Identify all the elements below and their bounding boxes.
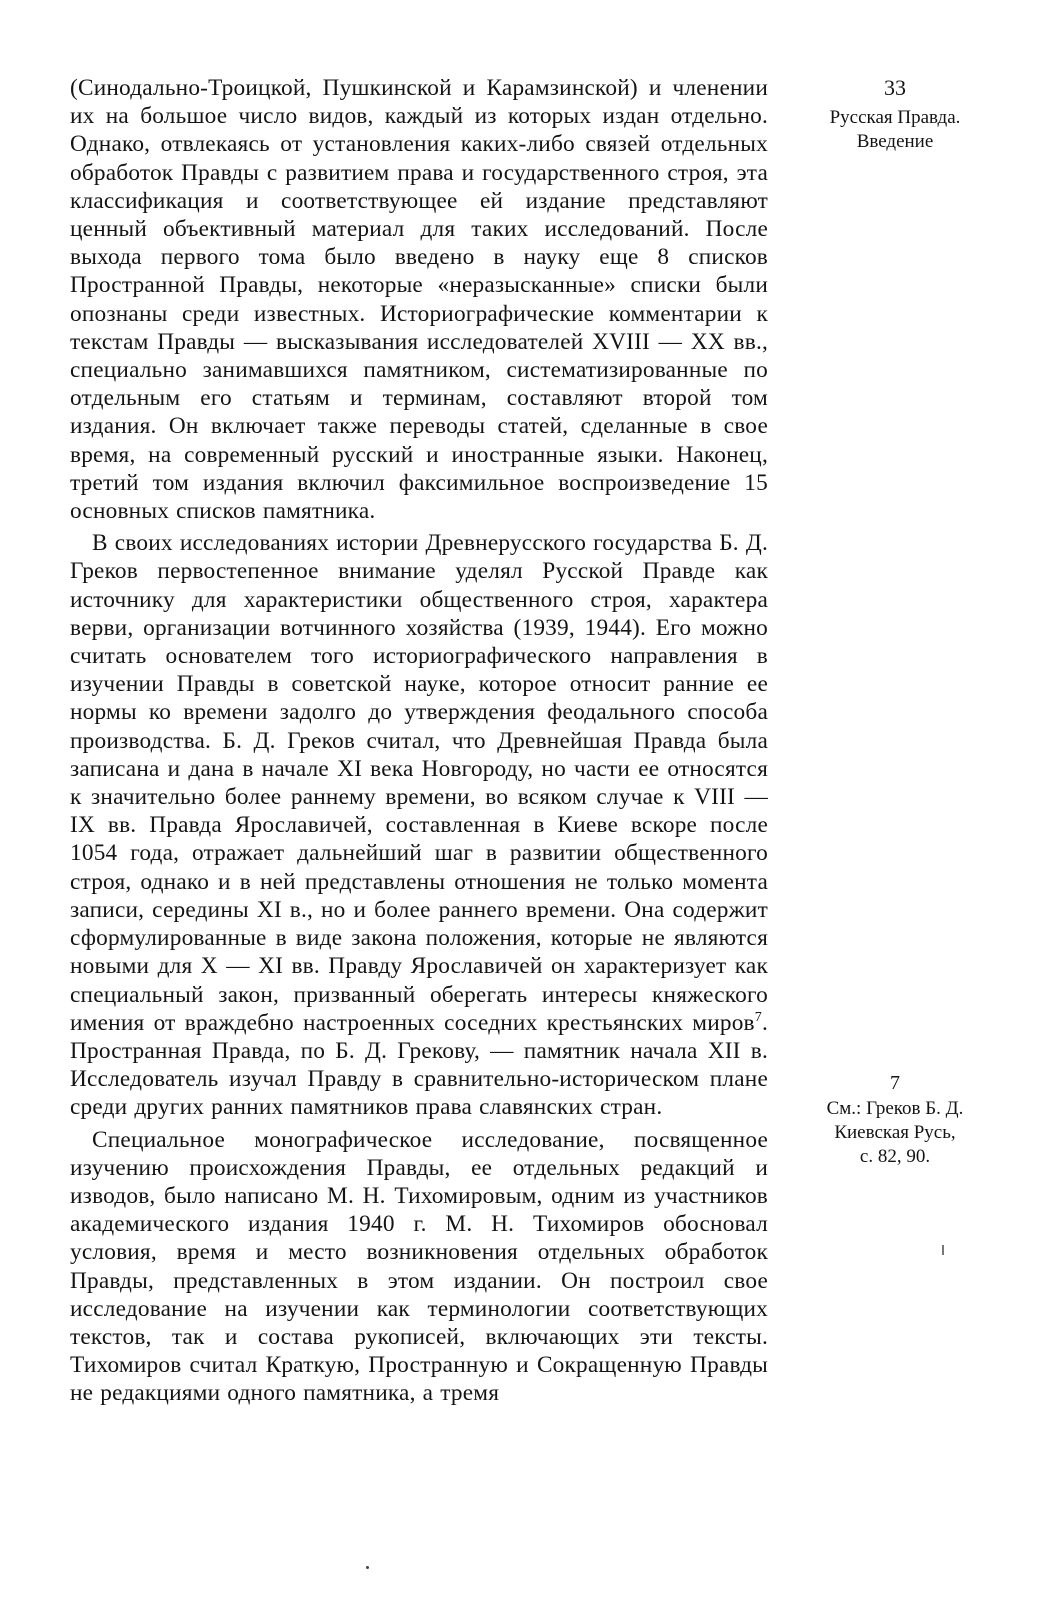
paragraph-2 (70, 529, 768, 1121)
paragraph-2-text: В своих исследованиях истории Древнерусского государства Б. Д. Греков первостепенное внимание уделял Русской Правде как источнику для характеристики общественного строя, характера верви, организации вотчинного хозяйства (1939, 1944). Его можно считать основателем того историографического направления в изучении Правды в советской науке, которое относит ранние ее нормы ко времени задолго до утверждения феодального способа производства. Б. Д. Греков считал, что Древнейшая Правда была записана и дана в начале XI века Новгороду, но части ее относятся к значительно более раннему времени, во всяком случае к VIII — IX вв. Правда Ярославичей, составленная в Киеве вскоре после 1054 года, отражает дальнейший шаг в развитии общественного строя, однако и в ней представлены отношения не только момента записи, середины XI в., но и более раннего времени. Она содержит сформулированные в виде закона положения, которые не являются новыми для X — XI вв. Правду Ярославичей он характеризует как специальный закон, призванный оберегать интересы княжеского имения от враждебно настроенных соседних крестьянских миров (70, 530, 768, 1036)
paragraph-3 (70, 1126, 768, 1408)
margin-footnote (800, 1069, 990, 1169)
page-number: 33 (884, 75, 906, 100)
footnote-line-3: с. 82, 90. (859, 1146, 931, 1167)
footnote-number: 7 (890, 1072, 900, 1094)
footnote-reference: 7 (754, 1009, 762, 1025)
margin-tick-mark (942, 1245, 944, 1255)
paragraph-2-text-continued: . Пространная Правда, по Б. Д. Грекову, — памятник начала XII в. Исследователь изучал Правду в сравнительно-историческом плане среди других ранних памятников права славянских стран. (70, 1009, 768, 1121)
print-speck (366, 1566, 369, 1569)
footnote-line-2: Киевская Русь, (834, 1122, 956, 1143)
main-text-column (70, 74, 768, 1408)
running-head-title: Русская Правда. (829, 107, 961, 128)
paragraph-1-text: (Синодально-Троицкой, Пушкинской и Карамзинской) и членении их на большое число видов, каждый из которых издан отдельно. Однако, отвлекаясь от установления каких-либо связей отдельных обработок Правды с развитием права и государственного строя, эта классификация и соответствующее ей издание представляют ценный объективный материал для таких исследований. После выхода первого тома было введено в науку еще 8 списков Пространной Правды, некоторые «неразысканные» списки были опознаны среди известных. Историографические комментарии к текстам Правды — высказывания исследователей XVIII — XX вв., специально занимавшихся памятником, систематизированные по отдельным его статьям и терминам, составляют второй том издания. Он включает также переводы статей, сделанные в свое время, на современный русский и иностранные языки. Наконец, третий том издания включил факсимильное воспроизведение 15 основных списков памятника. (70, 75, 768, 525)
running-head (800, 106, 990, 154)
paragraph-3-text: Специальное монографическое исследование, посвященное изучению происхождения Правды, ее отдельных редакций и изводов, было написано М. Н. Тихомировым, одним из участников академического издания 1940 г. М. Н. Тихомиров обосновал условия, время и место возникновения отдельных обработок Правды, представленных в этом издании. Он построил свое исследование на изучении как терминологии соответствующих текстов, так и состава рукописей, включающих эти тексты. Тихомиров считал Краткую, Пространную и Сокращенную Правды не редакциями одного памятника, а тремя (70, 1126, 768, 1407)
running-head-section: Введение (856, 131, 934, 152)
paragraph-1 (70, 74, 768, 525)
footnote-line-1: См.: Греков Б. Д. (826, 1098, 964, 1119)
